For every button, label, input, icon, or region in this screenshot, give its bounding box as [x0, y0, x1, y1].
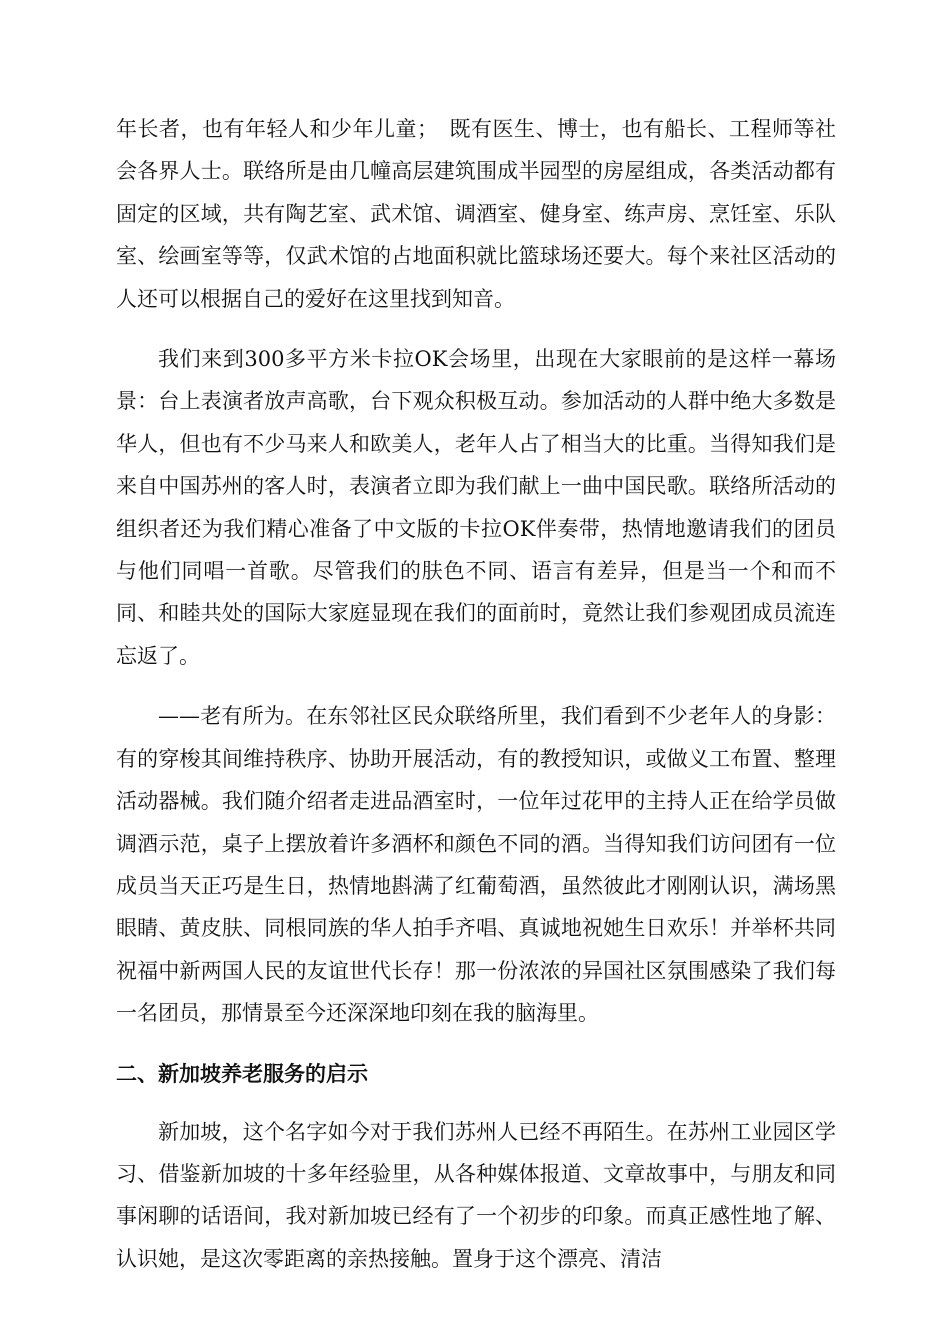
document-page — [116, 108, 836, 1298]
paragraph-elderly-active: ——老有所为。在东邻社区民众联络所里，我们看到不少老年人的身影：有的穿梭其间维持秩序、协助开展活动，有的教授知识，或做义工布置、整理活动器械。我们随介绍者走进品酒室时，一位年过花甲的主持人正在给学员做调酒示范，桌子上摆放着许多酒杯和颜色不同的酒。当得知我们访问团有一位成员当天正巧是生日，热情地斟满了红葡萄酒，虽然彼此才刚刚认识，满场黑眼睛、黄皮肤、同根同族的华人拍手齐唱、真诚地祝她生日欢乐！并举杯共同祝福中新两国人民的友谊世代长存！那一份浓浓的异国社区氛围感染了我们每一名团员，那情景至今还深深地印刻在我的脑海里。 — [116, 704, 836, 1026]
paragraph-continuation: 年长者，也有年轻人和少年儿童； 既有医生、博士，也有船长、工程师等社会各界人士。联络所是由几幢高层建筑围成半园型的房屋组成，各类活动都有固定的区域，共有陶艺室、武术馆、调酒室、健身室、练声房、烹饪室、乐队室、绘画室等等，仅武术馆的占地面积就比篮球场还要大。每个来社区活动的人还可以根据自己的爱好在这里找到知音。 — [116, 117, 836, 311]
section-heading: 二、新加坡养老服务的启示 — [116, 1061, 368, 1086]
paragraph-karaoke: 我们来到300多平方米卡拉OK会场里，出现在大家眼前的是这样一幕场景：台上表演者放声高歌，台下观众积极互动。参加活动的人群中绝大多数是华人，但也有不少马来人和欧美人，老年人占了相当大的比重。当得知我们是来自中国苏州的客人时，表演者立即为我们献上一曲中国民歌。联络所活动的组织者还为我们精心准备了中文版的卡拉OK伴奏带，热情地邀请我们的团员与他们同唱一首歌。尽管我们的肤色不同、语言有差异，但是当一个和而不同、和睦共处的国际大家庭显现在我们的面前时，竟然让我们参观团成员流连忘返了。 — [116, 347, 836, 668]
paragraph-singapore: 新加坡，这个名字如今对于我们苏州人已经不再陌生。在苏州工业园区学习、借鉴新加坡的十多年经验里，从各种媒体报道、文章故事中，与朋友和同事闲聊的话语间，我对新加坡已经有了一个初步的印象。而真正感性地了解、认识她，是这次零距离的亲热接触。置身于这个漂亮、清洁 — [116, 1119, 836, 1271]
